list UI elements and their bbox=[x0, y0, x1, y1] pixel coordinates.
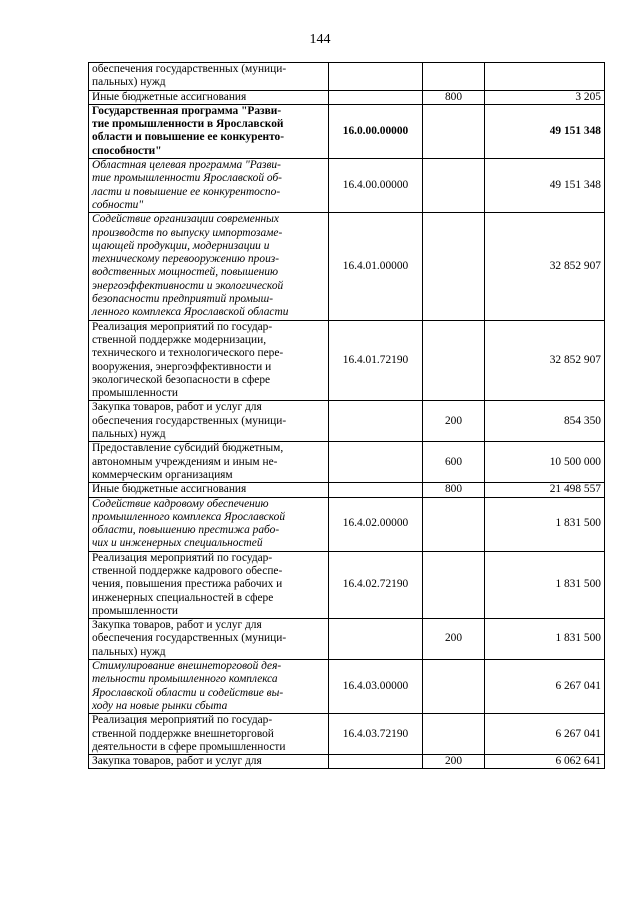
row-expense-type-cell: 800 bbox=[423, 483, 485, 497]
row-name-line: ласти и повышение ее конкурентоспо- bbox=[92, 185, 281, 198]
budget-table-body bbox=[89, 63, 605, 769]
row-name-line: тельности промышленного комплекса bbox=[92, 673, 278, 686]
row-name-line: Предоставление субсидий бюджетным, bbox=[92, 442, 284, 455]
row-expense-type-cell bbox=[423, 714, 485, 755]
row-name-line: Областная целевая программа "Разви- bbox=[92, 159, 281, 172]
row-expense-type-cell bbox=[423, 551, 485, 618]
row-name-line: коммерческим организациям bbox=[92, 468, 233, 481]
row-expense-type-cell bbox=[423, 104, 485, 158]
budget-table bbox=[88, 62, 605, 769]
row-name-line: экологической безопасности в сфере bbox=[92, 373, 271, 386]
row-name-line: пальных) нужд bbox=[92, 76, 166, 89]
row-name-line: Иные бюджетные ассигнования bbox=[92, 483, 247, 496]
table-row bbox=[89, 63, 605, 91]
table-row bbox=[89, 619, 605, 660]
row-name-line: Иные бюджетные ассигнования bbox=[92, 90, 247, 103]
row-name-line: щающей продукции, модернизации и bbox=[92, 239, 270, 252]
row-name-line: ходу на новые рынки сбыта bbox=[92, 699, 228, 712]
row-name-cell bbox=[89, 442, 329, 483]
row-name-line: ленного комплекса Ярославской области bbox=[92, 306, 289, 319]
row-name-cell bbox=[89, 483, 329, 497]
row-code-cell bbox=[329, 483, 423, 497]
row-name-line: промышленности bbox=[92, 387, 178, 400]
row-sum-cell: 6 267 041 bbox=[485, 714, 605, 755]
row-name-line: ственной поддержке модернизации, bbox=[92, 333, 267, 346]
row-name-cell bbox=[89, 401, 329, 442]
row-name-line: Содействие кадровому обеспечению bbox=[92, 497, 269, 510]
row-sum-cell: 32 852 907 bbox=[485, 213, 605, 320]
row-name-cell bbox=[89, 551, 329, 618]
row-code-cell bbox=[329, 63, 423, 91]
row-sum-cell: 1 831 500 bbox=[485, 497, 605, 551]
row-name-line: деятельности в сфере промышленности bbox=[92, 740, 286, 753]
row-name-line: пальных) нужд bbox=[92, 645, 166, 658]
row-name-cell bbox=[89, 104, 329, 158]
table-row bbox=[89, 660, 605, 714]
row-name-cell bbox=[89, 660, 329, 714]
row-sum-cell: 49 151 348 bbox=[485, 159, 605, 213]
row-name-line: тие промышленности в Ярославской bbox=[92, 118, 284, 131]
row-name-line: автономным учреждениям и иным не- bbox=[92, 455, 278, 468]
row-name-line: промышленного комплекса Ярославской bbox=[92, 510, 286, 523]
table-row bbox=[89, 442, 605, 483]
row-expense-type-cell: 600 bbox=[423, 442, 485, 483]
row-sum-cell: 32 852 907 bbox=[485, 320, 605, 401]
row-sum-cell bbox=[485, 63, 605, 91]
row-code-cell: 16.4.02.72190 bbox=[329, 551, 423, 618]
row-name-cell bbox=[89, 714, 329, 755]
row-name-line: Закупка товаров, работ и услуг для bbox=[92, 401, 262, 414]
table-row bbox=[89, 320, 605, 401]
row-name-line: Закупка товаров, работ и услуг для bbox=[92, 619, 262, 632]
row-name-cell bbox=[89, 90, 329, 104]
row-name-line: собности" bbox=[92, 198, 144, 211]
row-code-cell: 16.0.00.00000 bbox=[329, 104, 423, 158]
row-name-line: Реализация мероприятий по государ- bbox=[92, 551, 273, 564]
row-code-cell: 16.4.02.00000 bbox=[329, 497, 423, 551]
row-code-cell bbox=[329, 442, 423, 483]
row-expense-type-cell bbox=[423, 159, 485, 213]
row-name-cell bbox=[89, 497, 329, 551]
row-expense-type-cell bbox=[423, 660, 485, 714]
row-code-cell: 16.4.01.00000 bbox=[329, 213, 423, 320]
row-name-line: Государственная программа "Разви- bbox=[92, 104, 282, 117]
table-row bbox=[89, 755, 605, 769]
row-code-cell: 16.4.03.72190 bbox=[329, 714, 423, 755]
row-name-line: чих и инженерных специальностей bbox=[92, 537, 263, 550]
row-name-cell bbox=[89, 213, 329, 320]
row-name-line: пальных) нужд bbox=[92, 428, 166, 441]
row-code-cell bbox=[329, 755, 423, 769]
table-row bbox=[89, 551, 605, 618]
row-name-line: обеспечения государственных (муници- bbox=[92, 632, 287, 645]
row-expense-type-cell: 200 bbox=[423, 401, 485, 442]
row-name-line: безопасности предприятий промыш- bbox=[92, 293, 274, 306]
row-name-line: Содействие организации современных bbox=[92, 213, 279, 226]
row-name-cell bbox=[89, 619, 329, 660]
row-name-cell bbox=[89, 320, 329, 401]
row-name-line: ственной поддержке внешнеторговой bbox=[92, 727, 274, 740]
row-name-line: ственной поддержке кадрового обеспе- bbox=[92, 564, 283, 577]
row-expense-type-cell bbox=[423, 497, 485, 551]
table-row bbox=[89, 401, 605, 442]
row-code-cell: 16.4.00.00000 bbox=[329, 159, 423, 213]
row-name-line: промышленности bbox=[92, 604, 178, 617]
row-sum-cell: 6 062 641 bbox=[485, 755, 605, 769]
table-row bbox=[89, 159, 605, 213]
table-row bbox=[89, 90, 605, 104]
row-expense-type-cell bbox=[423, 63, 485, 91]
table-row bbox=[89, 497, 605, 551]
row-sum-cell: 21 498 557 bbox=[485, 483, 605, 497]
row-name-line: вооружения, энергоэффективности и bbox=[92, 360, 272, 373]
row-name-line: Закупка товаров, работ и услуг для bbox=[92, 755, 262, 768]
row-expense-type-cell bbox=[423, 213, 485, 320]
row-sum-cell: 1 831 500 bbox=[485, 551, 605, 618]
row-sum-cell: 1 831 500 bbox=[485, 619, 605, 660]
row-code-cell: 16.4.03.00000 bbox=[329, 660, 423, 714]
row-name-cell bbox=[89, 755, 329, 769]
row-name-line: тие промышленности Ярославской об- bbox=[92, 172, 282, 185]
row-name-line: Реализация мероприятий по государ- bbox=[92, 714, 273, 727]
row-code-cell: 16.4.01.72190 bbox=[329, 320, 423, 401]
row-expense-type-cell: 200 bbox=[423, 755, 485, 769]
row-code-cell bbox=[329, 401, 423, 442]
row-code-cell bbox=[329, 90, 423, 104]
row-name-line: области и повышение ее конкуренто- bbox=[92, 131, 284, 144]
row-name-line: чения, повышения престижа рабочих и bbox=[92, 578, 283, 591]
table-row bbox=[89, 104, 605, 158]
row-name-line: инженерных специальностей в сфере bbox=[92, 591, 274, 604]
row-sum-cell: 49 151 348 bbox=[485, 104, 605, 158]
row-name-line: обеспечения государственных (муници- bbox=[92, 63, 287, 75]
table-row bbox=[89, 213, 605, 320]
row-name-line: Стимулирование внешнеторговой дея- bbox=[92, 660, 282, 673]
row-sum-cell: 6 267 041 bbox=[485, 660, 605, 714]
row-name-line: способности" bbox=[92, 144, 162, 157]
row-name-line: технического и технологического пере- bbox=[92, 347, 284, 360]
row-name-line: обеспечения государственных (муници- bbox=[92, 414, 287, 427]
page-number: 144 bbox=[309, 32, 331, 47]
row-name-cell bbox=[89, 63, 329, 91]
table-row bbox=[89, 714, 605, 755]
row-name-line: техническому перевооружению произ- bbox=[92, 253, 280, 266]
row-name-line: области, повышению престижа рабо- bbox=[92, 524, 280, 537]
row-name-line: производств по выпуску импортозаме- bbox=[92, 226, 283, 239]
row-sum-cell: 3 205 bbox=[485, 90, 605, 104]
row-name-line: Ярославской области и содействие вы- bbox=[92, 686, 284, 699]
row-expense-type-cell: 800 bbox=[423, 90, 485, 104]
row-name-line: Реализация мероприятий по государ- bbox=[92, 320, 273, 333]
row-name-cell bbox=[89, 159, 329, 213]
table-row bbox=[89, 483, 605, 497]
row-code-cell bbox=[329, 619, 423, 660]
row-name-line: энергоэффективности и экологической bbox=[92, 279, 284, 292]
row-expense-type-cell: 200 bbox=[423, 619, 485, 660]
row-sum-cell: 10 500 000 bbox=[485, 442, 605, 483]
row-sum-cell: 854 350 bbox=[485, 401, 605, 442]
row-expense-type-cell bbox=[423, 320, 485, 401]
row-name-line: водственных мощностей, повышению bbox=[92, 266, 279, 279]
